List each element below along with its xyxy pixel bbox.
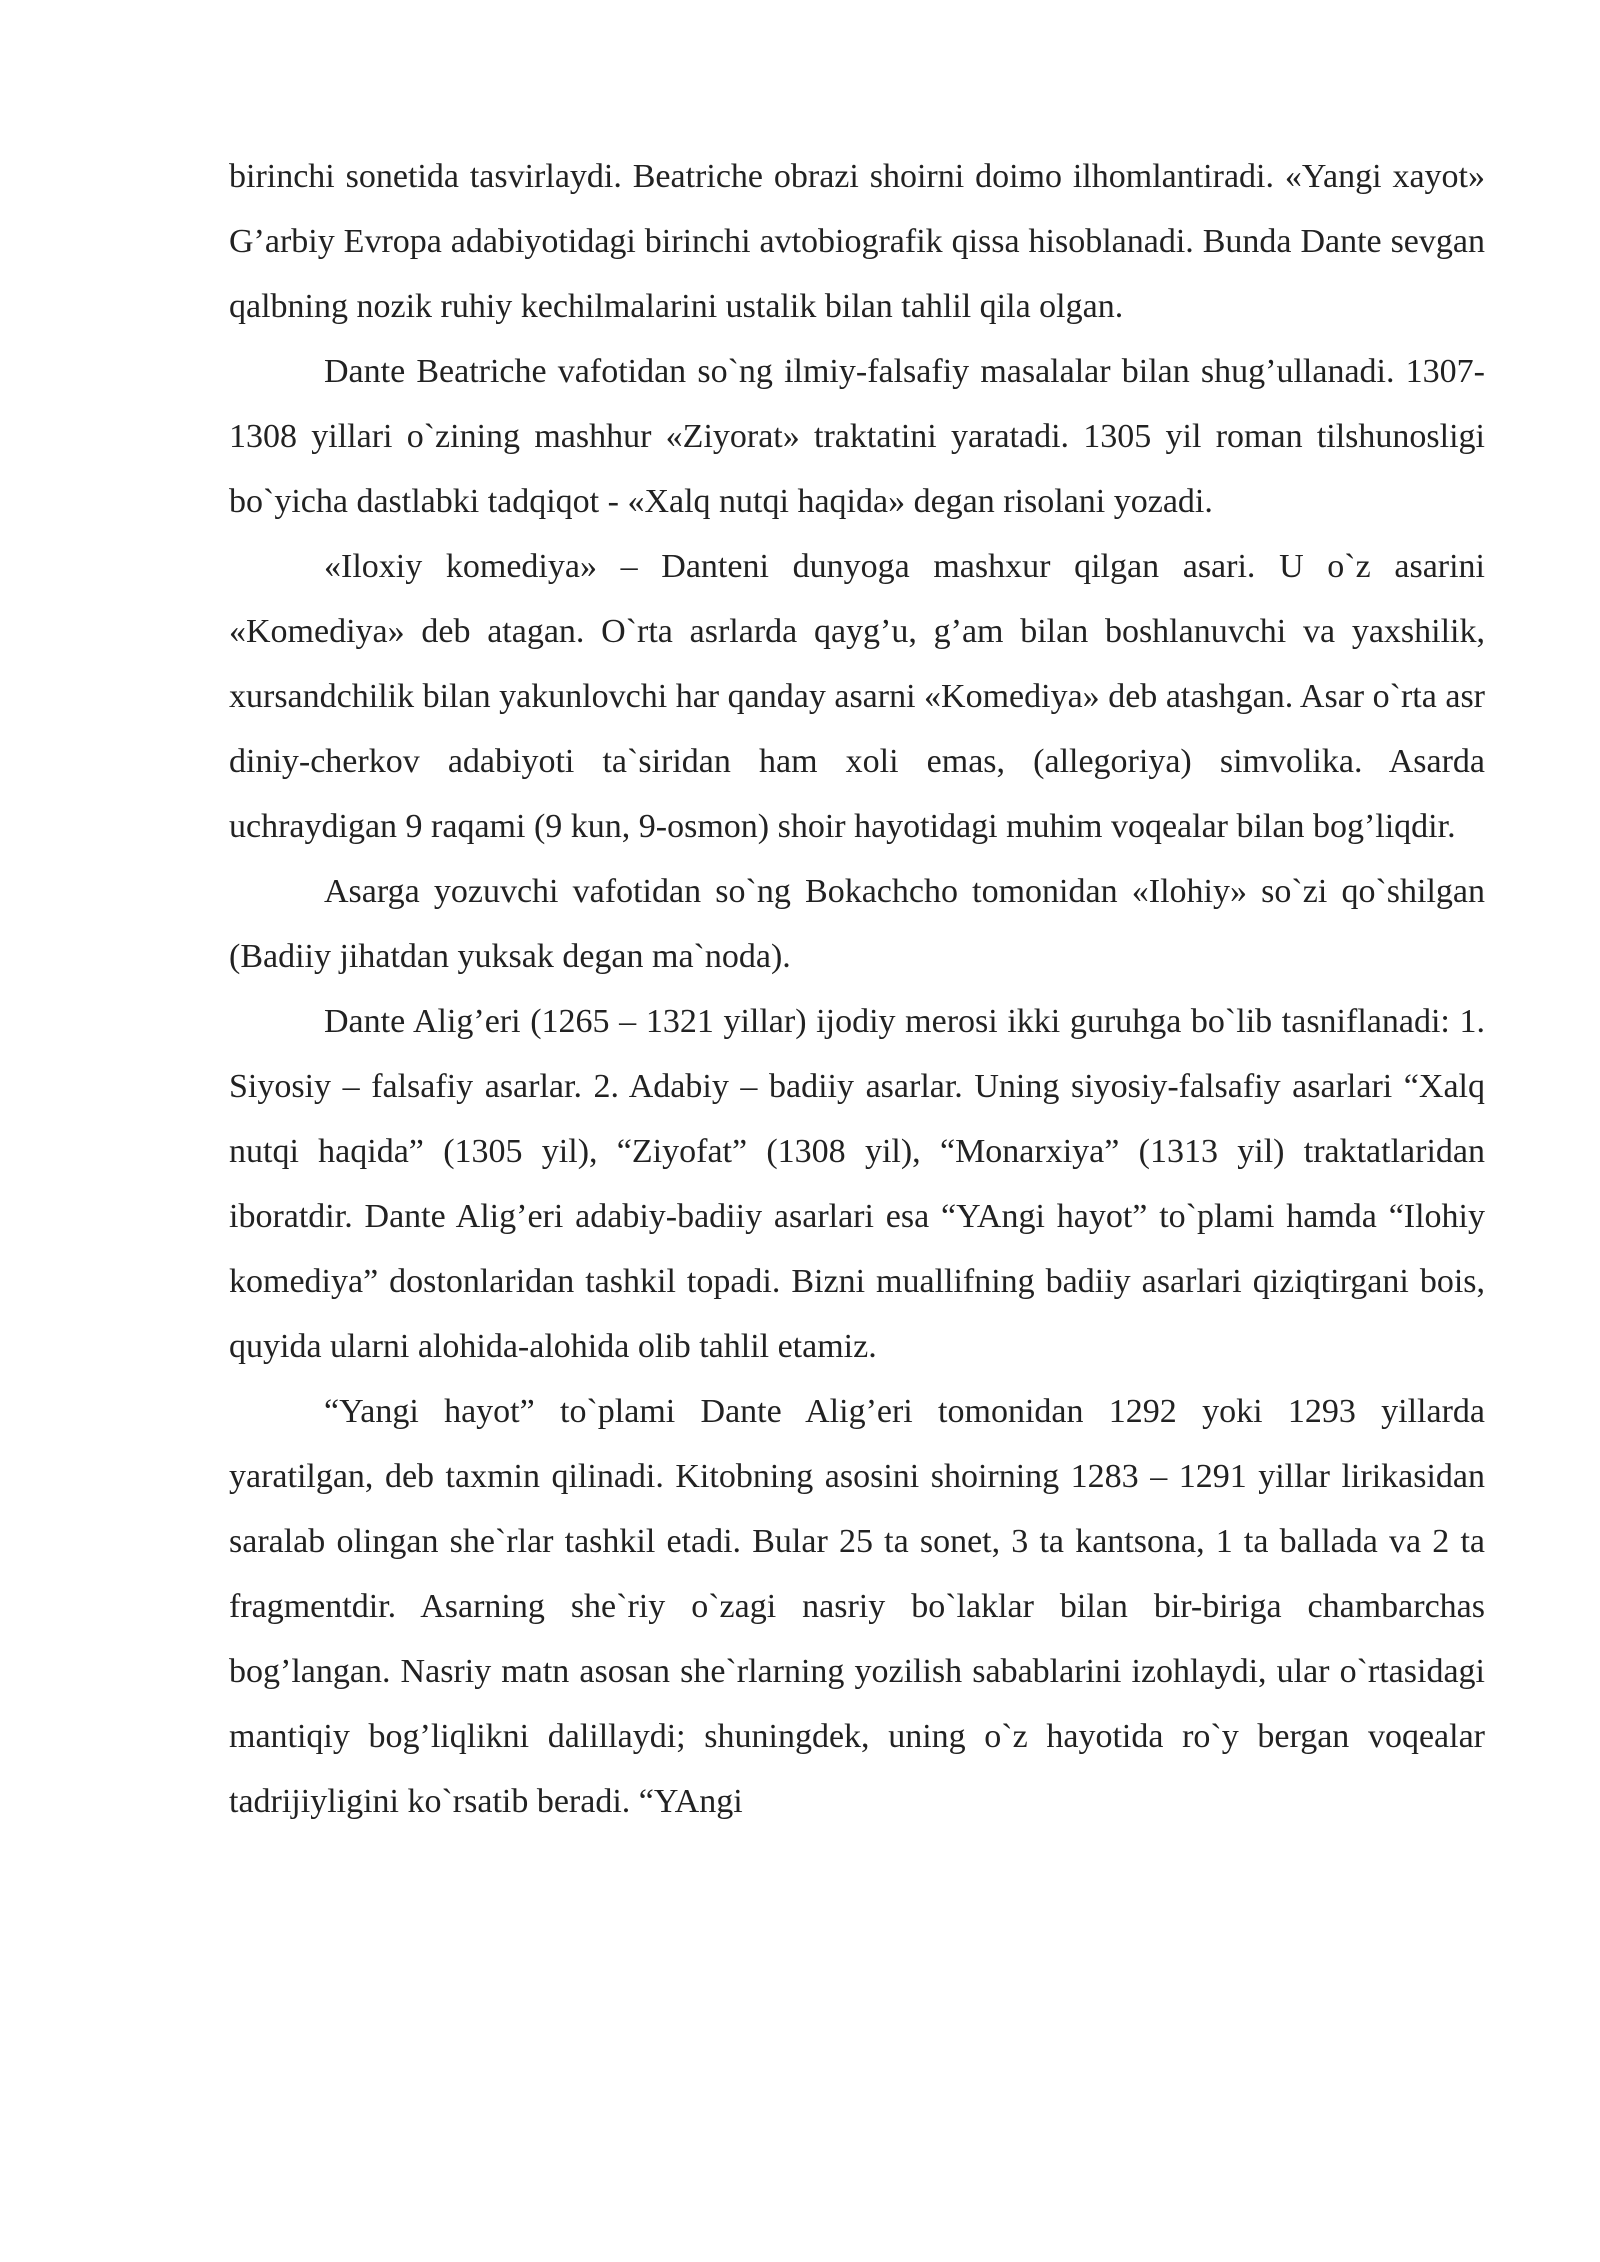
paragraph-3: «Iloxiy komediya» – Danteni dunyoga mashxur qilgan asari. U o`z asarini «Komediya» deb atagan. O`rta asrlarda qayg’u, g’am bilan boshlanuvchi va yaxshilik, xursandchilik bilan yakunlovchi har qanday asarni «Komediya» deb atashgan. Asar o`rta asr diniy-cherkov adabiyoti ta`siridan ham xoli emas, (allegoriya) simvolika. Asarda uchraydigan 9 raqami (9 kun, 9-osmon) shoir hayotidagi muhim voqealar bilan bog’liqdir. (229, 548, 1485, 845)
paragraph-2: Dante Beatriche vafotidan so`ng ilmiy-falsafiy masalalar bilan shug’ullanadi. 1307-1308 yillari o`zining mashhur «Ziyorat» traktatini yaratadi. 1305 yil roman tilshunosligi bo`yicha dastlabki tadqiqot - «Xalq nutqi haqida» degan risolani yozadi. (229, 353, 1485, 520)
paragraph-4: Asarga yozuvchi vafotidan so`ng Bokachcho tomonidan «Ilohiy» so`zi qo`shilgan (Badiiy jihatdan yuksak degan ma`noda). (229, 873, 1485, 975)
paragraph-5: Dante Alig’eri (1265 – 1321 yillar) ijodiy merosi ikki guruhga bo`lib tasniflanadi: 1. Siyosiy – falsafiy asarlar. 2. Adabiy – badiiy asarlar. Uning siyosiy-falsafiy asarlari “Xalq nutqi haqida” (1305 yil), “Ziyofat” (1308 yil), “Monarxiya” (1313 yil) traktatlaridan iboratdir. Dante Alig’eri adabiy-badiiy asarlari esa “YAngi hayot” to`plami hamda “Ilohiy komediya” dostonlaridan tashkil topadi. Bizni muallifning badiiy asarlari qiziqtirgani bois, quyida ularni alohida-alohida olib tahlil etamiz. (229, 1003, 1485, 1365)
document-page (229, 144, 1485, 1834)
paragraph-1: birinchi sonetida tasvirlaydi. Beatriche obrazi shoirni doimo ilhomlantiradi. «Yangi xayot» G’arbiy Evropa adabiyotidagi birinchi avtobiografik qissa hisoblanadi. Bunda Dante sevgan qalbning nozik ruhiy kechilmalarini ustalik bilan tahlil qila olgan. (229, 158, 1485, 325)
paragraph-6: “Yangi hayot” to`plami Dante Alig’eri tomonidan 1292 yoki 1293 yillarda yaratilgan, deb taxmin qilinadi. Kitobning asosini shoirning 1283 – 1291 yillar lirikasidan saralab olingan she`rlar tashkil etadi. Bular 25 ta sonet, 3 ta kantsona, 1 ta ballada va 2 ta fragmentdir. Asarning she`riy o`zagi nasriy bo`laklar bilan bir-biriga chambarchas bog’langan. Nasriy matn asosan she`rlarning yozilish sabablarini izohlaydi, ular o`rtasidagi mantiqiy bog’liqlikni dalillaydi; shuningdek, uning o`z hayotida ro`y bergan voqealar tadrijiyligini ko`rsatib beradi. “YAngi (229, 1393, 1485, 1820)
